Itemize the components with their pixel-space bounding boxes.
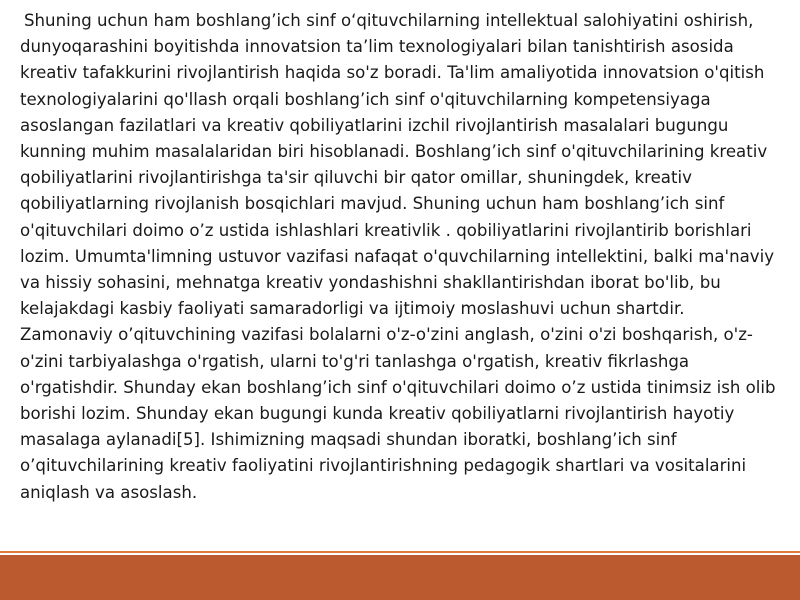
slide-body-text: Shuning uchun ham boshlang’ich sinf o‘qituvchilarning intellektual salohiyatini oshirish, dunyoqarashini boyitishda innovatsion ta’lim texnologiyalari bilan tanishtirish asosida kreativ tafakkurini rivojlantirish haqida so'z boradi. Ta'lim amaliyotida innovatsion o'qitish texnologiyalarini qo'llash orqali boshlang’ich sinf o'qituvchilarning kompetensiyaga asoslangan fazilatlari va kreativ qobiliyatlarini izchil rivojlantirish masalalari bugungu kunning muhim masalalaridan biri hisoblanadi. Boshlang’ich sinf o'qituvchilarining kreativ qobiliyatlarini rivojlantirishga ta'sir qiluvchi bir qator omillar, shuningdek, kreativ qobiliyatlarning rivojlanish bosqichlari mavjud. Shuning uchun ham boshlang’ich sinf o'qituvchilari doimo o’z ustida ishlashlari kreativlik . qobiliyatlarini rivojlantirib borishlari lozim. Umumta'limning ustuvor vazifasi nafaqat o'quvchilarning intellektini, balki ma'naviy va hissiy sohasini, mehnatga kreativ yondashishni shakllantirishdan iborat bo'lib, bu kelajakdagi kasbiy faoliyati samaradorligi va ijtimoiy moslashuvi uchun shartdir. Zamonaviy o’qituvchining vazifasi bolalarni o'z-o'zini anglash, o'zini o'zi boshqarish, o'z-o'zini tarbiyalashga o'rgatish, ularni to'g'ri tanlashga o'rgatish, kreativ fikrlashga o'rgatishdir. Shunday ekan boshlang’ich sinf o'qituvchilari doimo o’z ustida tinimsiz ish olib borishi lozim. Shunday ekan bugungi kunda kreativ qobiliyatlarni rivojlantirish hayotiy masalaga aylanadi[5]. Ishimizning maqsadi shundan iboratki, boshlang’ich sinf o’qituvchilarining kreativ faoliyatini rivojlantirishning pedagogik shartlari va vositalarini aniqlash va asoslash. <box>20 11 776 502</box>
footer-accent-line <box>0 551 800 553</box>
footer-band <box>0 555 800 600</box>
